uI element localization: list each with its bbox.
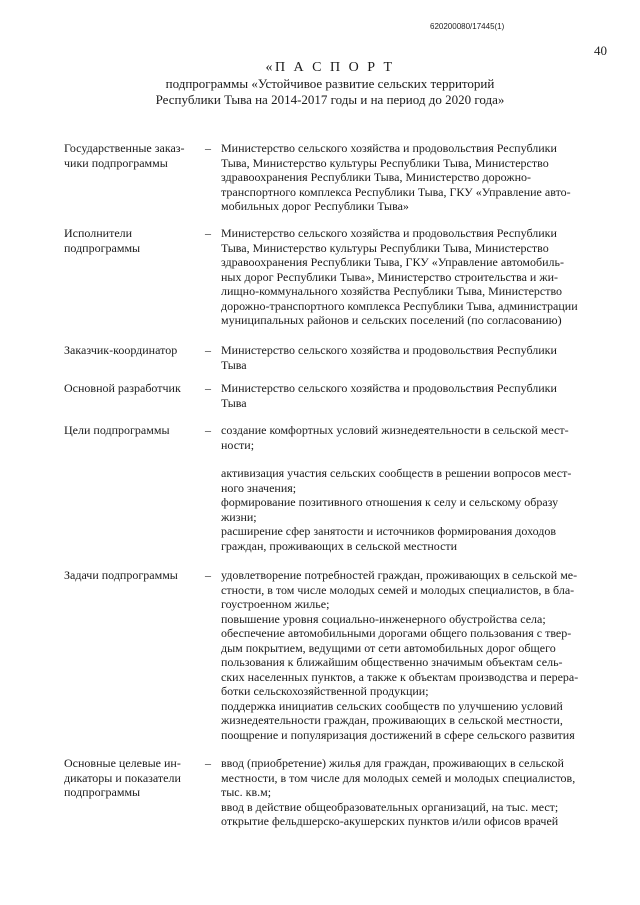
content-line: местности, в том числе для молодых семей и молодых специалистов,	[221, 770, 576, 785]
row-label	[64, 756, 200, 800]
content-line: Министерство сельского хозяйства и продовольствия Республики	[221, 381, 557, 395]
row-dash: –	[205, 343, 211, 357]
label-line: Заказчик-координатор	[64, 343, 178, 357]
content-line: здравоохранения Республики Тыва, Министерство дорожно-	[221, 170, 532, 184]
row-label	[64, 226, 200, 255]
row-dash: –	[205, 381, 211, 395]
row-content	[221, 141, 596, 214]
row-label	[64, 423, 200, 438]
content-line: лищно-коммунального хозяйства Республики Тыва, Министерство	[221, 284, 563, 298]
content-line: муниципальных районов и сельских поселений (по согласованию)	[221, 313, 562, 327]
content-line: Министерство сельского хозяйства и продовольствия Республики	[221, 226, 557, 240]
label-line: Государственные заказ-	[64, 141, 185, 155]
title-line-1: «П А С П О Р Т	[265, 60, 395, 75]
paragraph-gap	[221, 452, 596, 466]
row-content	[221, 568, 596, 742]
content-line: открытие фельдшерско-акушерских пунктов и/или офисов врачей	[221, 814, 559, 828]
row-dash: –	[205, 141, 211, 155]
label-line: дикаторы и показатели	[64, 770, 181, 785]
row-label	[64, 141, 200, 170]
content-line: пользования к ближайшим общественно значимым объектам сель-	[221, 655, 563, 669]
row-dash: –	[205, 226, 211, 240]
content-line: гоустроенном жилье;	[221, 597, 330, 611]
content-line: поддержка инициатив сельских сообществ по улучшению условий	[221, 698, 563, 713]
row-content	[221, 756, 596, 829]
content-line: транспортного комплекса Республики Тыва, ГКУ «Управление авто-	[221, 184, 571, 199]
content-line: дорожно-транспортного комплекса Республики Тыва, администрации	[221, 298, 578, 313]
row-content	[221, 226, 596, 328]
content-line: Министерство сельского хозяйства и продовольствия Республики	[221, 343, 557, 357]
content-line: ботки сельскохозяйственной продукции;	[221, 684, 429, 698]
label-line: Основные целевые ин-	[64, 756, 181, 770]
content-line: ного значения;	[221, 480, 297, 495]
label-line: Основной разработчик	[64, 381, 181, 395]
content-line: тыс. кв.м;	[221, 785, 272, 799]
document-code: 620200080/17445(1)	[430, 22, 505, 31]
row-label	[64, 381, 200, 396]
row-label	[64, 568, 200, 583]
content-line: обеспечение автомобильными дорогами общего пользования с твер-	[221, 626, 572, 640]
title-line-3: Республики Тыва на 2014-2017 годы и на период до 2020 года»	[155, 92, 505, 107]
row-label	[64, 343, 200, 358]
row-dash: –	[205, 423, 211, 437]
label-line: чики подпрограммы	[64, 155, 168, 170]
content-line: жизнедеятельности граждан, проживающих в сельской местности,	[221, 713, 563, 727]
content-line: ности;	[221, 437, 255, 452]
content-line: стности, в том числе молодых семей и молодых специалистов, в бла-	[221, 582, 575, 597]
content-line: Тыва, Министерство культуры Республики Тыва, Министерство	[221, 240, 549, 255]
content-line: жизни;	[221, 509, 257, 524]
content-line: дым покрытием, ведущими от сети автомобильных дорог общего	[221, 640, 556, 655]
content-line: Тыва	[221, 357, 247, 372]
content-line: граждан, проживающих в сельской местности	[221, 538, 458, 553]
content-line: Тыва	[221, 395, 247, 410]
row-content	[221, 343, 596, 372]
content-line: поощрение и популяризация достижений в сфере сельского развития	[221, 727, 575, 742]
content-line: Министерство сельского хозяйства и продовольствия Республики	[221, 141, 557, 155]
content-line: ввод в действие общеобразовательных организаций, на тыс. мест;	[221, 799, 559, 814]
page-number: 40	[594, 43, 607, 58]
page-title	[120, 60, 540, 108]
label-line: Исполнители	[64, 226, 133, 240]
content-line: повышение уровня социально-инженерного обустройства села;	[221, 611, 546, 626]
label-line: подпрограммы	[64, 785, 141, 799]
row-dash: –	[205, 568, 211, 582]
content-line: расширение сфер занятости и источников формирования доходов	[221, 524, 557, 538]
content-line: активизация участия сельских сообществ в решении вопросов мест-	[221, 466, 572, 480]
content-line: ввод (приобретение) жилья для граждан, проживающих в сельской	[221, 756, 564, 770]
content-line: ских населенных пунктов, а также к объектам производства и перера-	[221, 669, 579, 684]
label-line: Цели подпрограммы	[64, 423, 170, 437]
content-line: удовлетворение потребностей граждан, проживающих в сельской ме-	[221, 568, 578, 582]
row-dash: –	[205, 756, 211, 770]
content-line: формирование позитивного отношения к селу и сельскому образу	[221, 495, 559, 509]
content-line: здравоохранения Республики Тыва, ГКУ «Управление автомобиль-	[221, 255, 565, 269]
content-line: мобильных дорог Республики Тыва»	[221, 199, 409, 213]
content-line: ных дорог Республики Тыва», Министерство строительства и жи-	[221, 269, 559, 284]
content-line: создание комфортных условий жизнедеятельности в сельской мест-	[221, 423, 569, 437]
label-line: подпрограммы	[64, 240, 141, 255]
content-line: Тыва, Министерство культуры Республики Тыва, Министерство	[221, 155, 549, 170]
row-content	[221, 381, 596, 410]
row-content	[221, 423, 596, 553]
label-line: Задачи подпрограммы	[64, 568, 178, 582]
title-line-2: подпрограммы «Устойчивое развитие сельских территорий	[165, 76, 495, 91]
